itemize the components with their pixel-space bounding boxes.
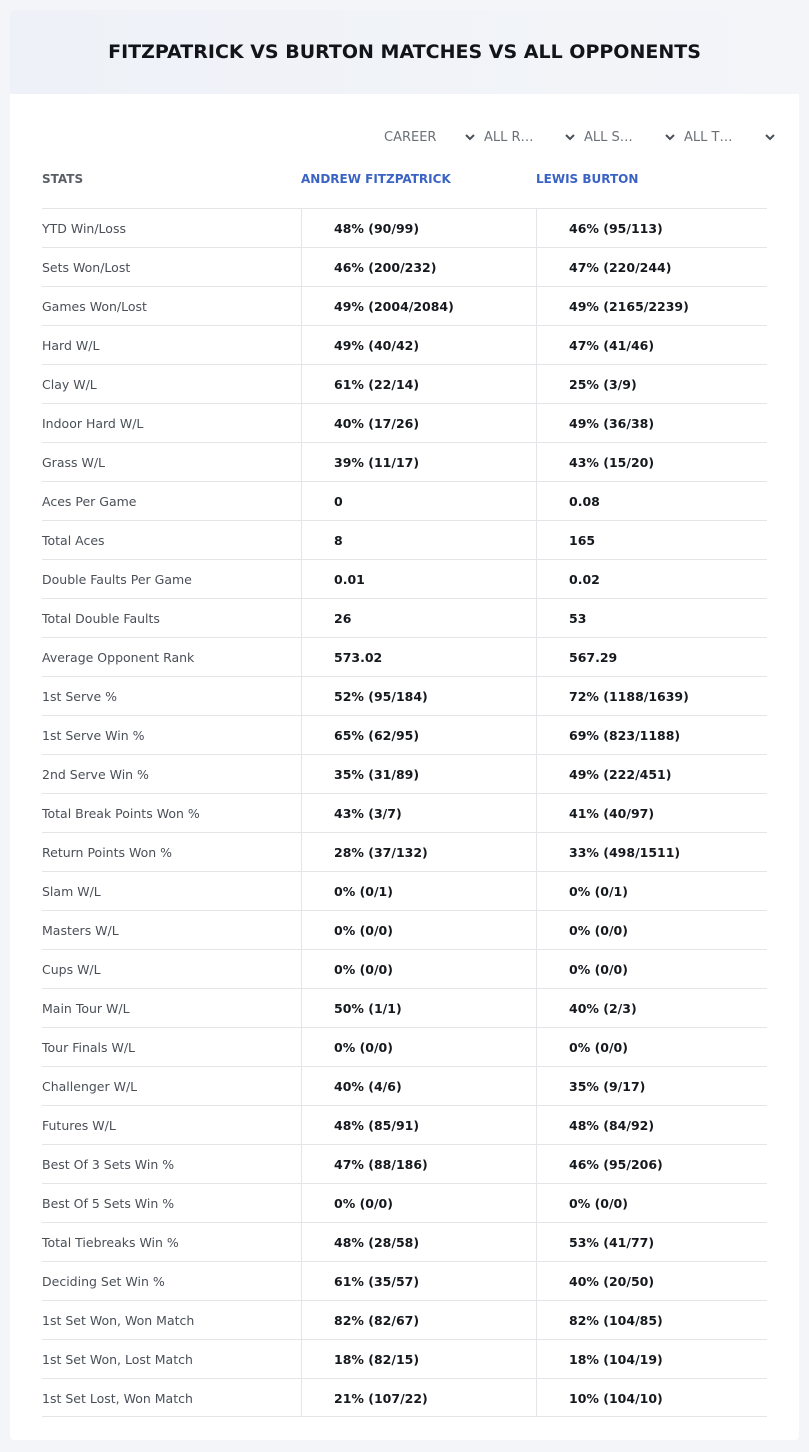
chevron-down-icon (764, 131, 776, 143)
filter-rounds-select[interactable] (480, 126, 580, 148)
player1-value: 46% (200/232) (301, 248, 536, 286)
table-row (42, 481, 767, 520)
stat-label: Hard W/L (42, 338, 100, 353)
player1-value: 0% (0/0) (301, 1184, 536, 1222)
player2-value: 0% (0/0) (536, 1028, 767, 1066)
player1-value: 0% (0/0) (301, 950, 536, 988)
player2-value: 35% (9/17) (536, 1067, 767, 1105)
player1-value: 61% (22/14) (301, 365, 536, 403)
player2-value: 0.02 (536, 560, 767, 598)
stat-label: Cups W/L (42, 962, 101, 977)
card-header (10, 10, 799, 94)
table-row (42, 1300, 767, 1339)
table-row (42, 715, 767, 754)
table-row (42, 676, 767, 715)
table-row (42, 247, 767, 286)
table-row (42, 1144, 767, 1183)
page-title: FITZPATRICK VS BURTON MATCHES VS ALL OPPONENTS (108, 41, 701, 63)
player1-value: 40% (4/6) (301, 1067, 536, 1105)
stat-label: Deciding Set Win % (42, 1274, 165, 1289)
player2-value: 0% (0/0) (536, 911, 767, 949)
stat-label: Futures W/L (42, 1118, 116, 1133)
table-row (42, 364, 767, 403)
player1-value: 0% (0/0) (301, 911, 536, 949)
stat-label: Games Won/Lost (42, 299, 147, 314)
stat-label: Masters W/L (42, 923, 119, 938)
player2-value: 33% (498/1511) (536, 833, 767, 871)
filter-label: ALL R… (484, 129, 534, 145)
player2-value: 0% (0/1) (536, 872, 767, 910)
player2-link[interactable]: LEWIS BURTON (536, 172, 639, 186)
table-row (42, 1183, 767, 1222)
stat-label: 1st Serve % (42, 689, 118, 704)
stat-label: Double Faults Per Game (42, 572, 192, 587)
stat-label: 1st Set Won, Lost Match (42, 1352, 193, 1367)
player2-value: 53% (41/77) (536, 1223, 767, 1261)
player2-value: 47% (41/46) (536, 326, 767, 364)
player2-value: 53 (536, 599, 767, 637)
player2-value: 69% (823/1188) (536, 716, 767, 754)
stat-label: Average Opponent Rank (42, 650, 195, 665)
stat-label: Total Double Faults (42, 611, 160, 626)
player2-value: 82% (104/85) (536, 1301, 767, 1339)
player1-value: 48% (85/91) (301, 1106, 536, 1144)
stats-column-header: STATS (42, 172, 84, 186)
player1-value: 0% (0/0) (301, 1028, 536, 1066)
table-row (42, 754, 767, 793)
player1-value: 0.01 (301, 560, 536, 598)
player1-value: 0 (301, 482, 536, 520)
player1-value: 39% (11/17) (301, 443, 536, 481)
filter-label: CAREER (384, 129, 437, 145)
player2-value: 48% (84/92) (536, 1106, 767, 1144)
filter-tournament-select[interactable] (680, 126, 780, 148)
stat-label: Best Of 5 Sets Win % (42, 1196, 175, 1211)
player1-value: 65% (62/95) (301, 716, 536, 754)
filter-label: ALL S… (584, 129, 633, 145)
player1-value: 48% (28/58) (301, 1223, 536, 1261)
stat-label: Best Of 3 Sets Win % (42, 1157, 175, 1172)
stat-label: Return Points Won % (42, 845, 173, 860)
player2-value: 40% (2/3) (536, 989, 767, 1027)
player1-value: 18% (82/15) (301, 1340, 536, 1378)
player2-value: 165 (536, 521, 767, 559)
table-row (42, 1339, 767, 1378)
player2-value: 49% (222/451) (536, 755, 767, 793)
player1-value: 49% (40/42) (301, 326, 536, 364)
stat-label: 1st Serve Win % (42, 728, 145, 743)
table-row (42, 949, 767, 988)
table-header (42, 168, 767, 208)
player2-value: 41% (40/97) (536, 794, 767, 832)
player1-value: 21% (107/22) (301, 1379, 536, 1417)
stat-label: 2nd Serve Win % (42, 767, 149, 782)
table-row (42, 1066, 767, 1105)
player2-value: 25% (3/9) (536, 365, 767, 403)
table-row (42, 559, 767, 598)
table-row (42, 1105, 767, 1144)
player1-value: 43% (3/7) (301, 794, 536, 832)
player1-value: 35% (31/89) (301, 755, 536, 793)
stat-label: Slam W/L (42, 884, 101, 899)
stat-label: Grass W/L (42, 455, 106, 470)
player1-value: 40% (17/26) (301, 404, 536, 442)
stat-label: YTD Win/Loss (42, 221, 126, 236)
player2-value: 40% (20/50) (536, 1262, 767, 1300)
table-row (42, 910, 767, 949)
table-row (42, 1378, 767, 1417)
table-row (42, 832, 767, 871)
player1-value: 573.02 (301, 638, 536, 676)
table-row (42, 403, 767, 442)
table-row (42, 637, 767, 676)
player1-value: 28% (37/132) (301, 833, 536, 871)
player2-value: 43% (15/20) (536, 443, 767, 481)
table-row (42, 286, 767, 325)
stat-label: Total Aces (42, 533, 105, 548)
player1-value: 50% (1/1) (301, 989, 536, 1027)
filter-period-select[interactable] (380, 126, 480, 148)
player2-value: 18% (104/19) (536, 1340, 767, 1378)
table-row (42, 793, 767, 832)
filter-label: ALL T… (684, 129, 733, 145)
player1-link[interactable]: ANDREW FITZPATRICK (301, 172, 451, 186)
table-row (42, 1222, 767, 1261)
stat-label: Clay W/L (42, 377, 97, 392)
player1-value: 49% (2004/2084) (301, 287, 536, 325)
player1-value: 8 (301, 521, 536, 559)
table-row (42, 520, 767, 559)
player1-value: 52% (95/184) (301, 677, 536, 715)
stat-label: Total Tiebreaks Win % (42, 1235, 179, 1250)
stat-label: Challenger W/L (42, 1079, 138, 1094)
chevron-down-icon (564, 131, 576, 143)
table-row (42, 208, 767, 247)
player2-value: 0% (0/0) (536, 1184, 767, 1222)
stat-label: Aces Per Game (42, 494, 137, 509)
stats-table (42, 208, 767, 1417)
player2-value: 567.29 (536, 638, 767, 676)
filter-surface-select[interactable] (580, 126, 680, 148)
table-row (42, 1261, 767, 1300)
stat-label: Total Break Points Won % (42, 806, 200, 821)
stat-label: 1st Set Won, Won Match (42, 1313, 195, 1328)
stat-label: 1st Set Lost, Won Match (42, 1391, 193, 1406)
player2-value: 47% (220/244) (536, 248, 767, 286)
chevron-down-icon (664, 131, 676, 143)
table-row (42, 871, 767, 910)
player1-value: 82% (82/67) (301, 1301, 536, 1339)
table-row (42, 1027, 767, 1066)
player1-value: 48% (90/99) (301, 209, 536, 247)
table-row (42, 988, 767, 1027)
player2-value: 46% (95/113) (536, 209, 767, 247)
player2-value: 10% (104/10) (536, 1379, 767, 1417)
player2-value: 49% (36/38) (536, 404, 767, 442)
stat-label: Tour Finals W/L (42, 1040, 136, 1055)
stat-label: Main Tour W/L (42, 1001, 130, 1016)
player1-value: 26 (301, 599, 536, 637)
player1-value: 47% (88/186) (301, 1145, 536, 1183)
player2-value: 49% (2165/2239) (536, 287, 767, 325)
player1-value: 0% (0/1) (301, 872, 536, 910)
player1-value: 61% (35/57) (301, 1262, 536, 1300)
stats-card (10, 10, 799, 1440)
player2-value: 0.08 (536, 482, 767, 520)
table-row (42, 442, 767, 481)
player2-value: 72% (1188/1639) (536, 677, 767, 715)
table-row (42, 325, 767, 364)
table-row (42, 598, 767, 637)
stat-label: Sets Won/Lost (42, 260, 131, 275)
filter-bar (380, 126, 780, 148)
player2-value: 0% (0/0) (536, 950, 767, 988)
stat-label: Indoor Hard W/L (42, 416, 144, 431)
player2-value: 46% (95/206) (536, 1145, 767, 1183)
chevron-down-icon (464, 131, 476, 143)
